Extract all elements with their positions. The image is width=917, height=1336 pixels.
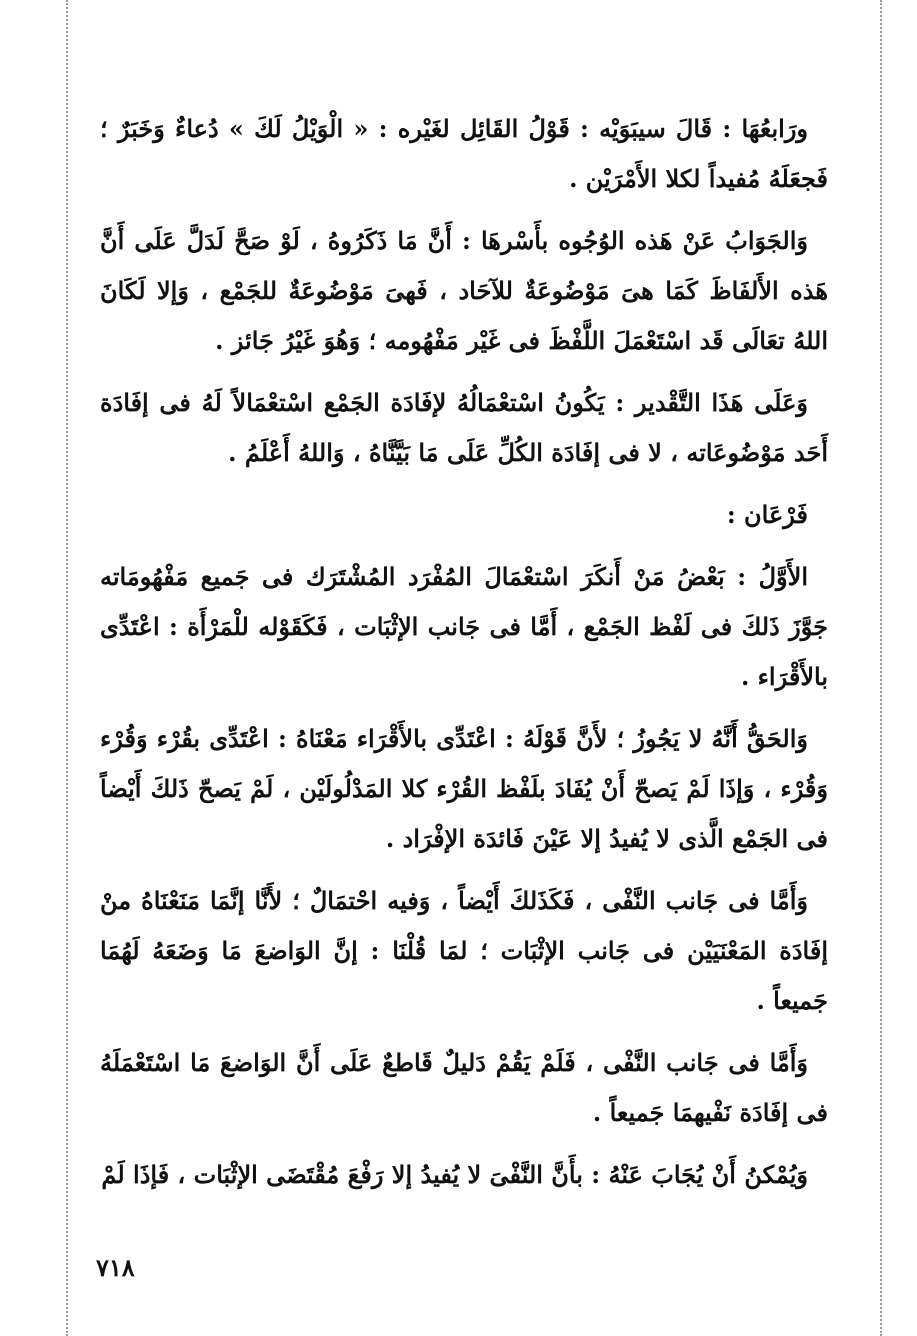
section-heading: فَرْعَان : <box>726 500 808 529</box>
right-margin-dotted-edge <box>880 0 882 1336</box>
paragraph-3: وَعَلَى هَذَا التَّقْدير : يَكُونُ اسْتعْمَالُهُ لإفَادَة الجَمْع اسْتعْمَالاً لَهُ فى إفَادَة أَحَد مَوْضُوعَاته ، لا فى إفَادَة الكُلِّ عَلَى مَا بَيَّنَّاهُ ، وَاللهُ أَعْلَمُ . <box>100 388 828 467</box>
paragraph-2: وَالجَوَابُ عَنْ هَذه الوُجُوه بأَسْرهَا : أَنَّ مَا ذَكَرُوهُ ، لَوْ صَحَّ لَدَلَّ عَلَى أَنَّ هَذه الأَلفَاظَ كَمَا هىَ مَوْضُوعَةٌ للآحَاد ، فَهىَ مَوْضُوعَةٌ للجَمْع ، وَإلا لَكَانَ اللهُ تعَالَى قَد اسْتَعْمَلَ اللَّفْظَ فى غَيْر مَفْهُومه ؛ وَهُوَ غَيْرُ جَائز . <box>100 226 828 355</box>
left-margin-dotted-edge <box>66 0 68 1336</box>
page-number: ٧١٨ <box>96 1253 135 1282</box>
paragraph-1: ورَابعُهَا : قَالَ سيبَوَيْه : قَوْلُ القَائِل لغَيْره : « الْوَيْلُ لَكَ » دُعاءٌ وَخَبَرٌ ؛ فَجعَلَهُ مُفيداً لكلا الأَمْرَيْن . <box>100 114 828 193</box>
paragraph-4: الأَوَّلُ : بَعْضُ مَنْ أَنكَرَ اسْتعْمَالَ المُفْرَد المُشْتَرَك فى جَميع مَفْهُومَاته جَوَّزَ ذَلكَ فى لَفْظ الجَمْع ، أَمَّا فى جَانب الإثْبَات ، فَكَقَوْله للْمَرْأَة : اعْتَدِّى بالأَقْرَاء . <box>100 562 828 691</box>
page-body-text <box>100 104 828 1212</box>
paragraph-5: وَالحَقُّ أَنَّهُ لا يَجُوزُ ؛ لأَنَّ قَوْلَهُ : اعْتَدِّى بالأَقْرَاء مَعْنَاهُ : اعْتَدِّى بقُرْء وَقُرْء وَقُرْء ، وَإذَا لَمْ يَصحّ أَنْ يُفَادَ بلَفْظ القُرْء كلا المَدْلُولَيْن ، لَمْ يَصحّ ذَلكَ أَيْضاً فى الجَمْع الَّذى لا يُفيدُ إلا عَيْنَ فَائدَة الإفْرَاد . <box>100 724 828 853</box>
paragraph-7: وَأَمَّا فى جَانب النَّفْى ، فَلَمْ يَقُمْ دَليلٌ قَاطعٌ عَلَى أَنَّ الوَاضعَ مَا اسْتَعْمَلَهُ فى إفَادَة نَفْيهمَا جَميعاً . <box>100 1048 828 1127</box>
paragraph-6: وَأَمَّا فى جَانب النَّفْى ، فَكَذَلكَ أَيْضاً ، وَفيه احْتمَالٌ ؛ لأَنَّا إنَّمَا مَنَعْنَاهُ منْ إفَادَة المَعْنَيَيْن فى جَانب الإثْبَات ؛ لمَا قُلْنَا : إنَّ الوَاضعَ مَا وَضَعَهُ لَهُمَا جَميعاً . <box>100 886 828 1015</box>
paragraph-8: وَيُمْكنُ أَنْ يُجَابَ عَنْهُ : بأَنَّ النَّفْىَ لا يُفيدُ إلا رَفْعَ مُقْتَضَى الإثْبَات ، فَإذَا لَمْ <box>101 1160 808 1189</box>
